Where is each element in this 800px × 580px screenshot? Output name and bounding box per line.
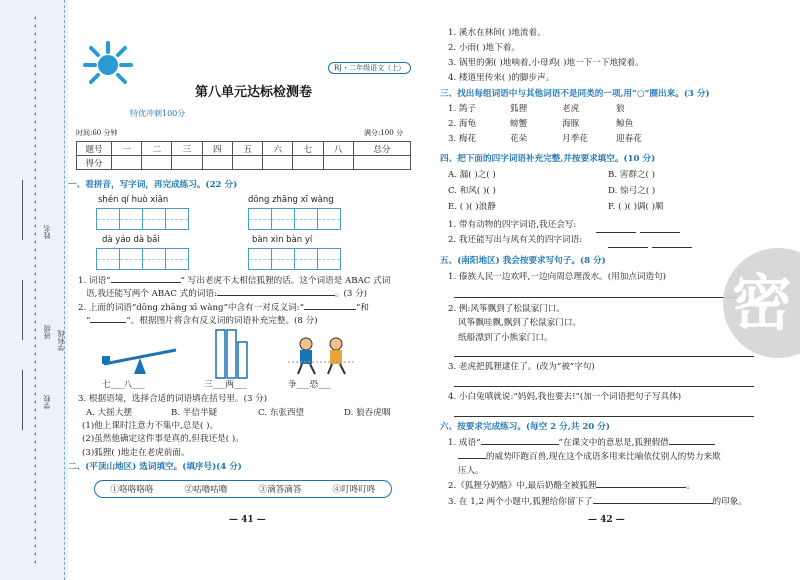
- score-header-cell: 八: [323, 142, 353, 156]
- s1-q2-part: ”和: [355, 303, 369, 313]
- s5-q1: 1. 傣族人民一边欢呼,一边向周总理泼水。(用加点词造句): [448, 272, 667, 282]
- word[interactable]: 海豚: [562, 119, 580, 129]
- answer-line[interactable]: [454, 416, 754, 417]
- answer-blank[interactable]: [481, 444, 559, 445]
- answer-blank[interactable]: [669, 444, 715, 445]
- sidebar-line: [22, 180, 23, 240]
- word-group[interactable]: [448, 104, 476, 115]
- idiom-item[interactable]: D. 惊弓之( ): [608, 186, 656, 196]
- pinyin-prompt: dōng zhāng xī wàng: [248, 195, 334, 205]
- s1-q1-part: 语,我还能写两个 ABAC 式的词语:: [86, 289, 217, 299]
- score-table: [76, 141, 411, 170]
- pinyin-prompt: bàn xìn bàn yí: [252, 235, 313, 245]
- page-number: — 41 —: [229, 515, 266, 525]
- sidebar-line: [22, 370, 23, 430]
- s6-q1: [448, 438, 715, 449]
- secret-stamp-char: 密: [732, 269, 792, 339]
- score-header-cell: 六: [263, 142, 293, 156]
- s2-item[interactable]: 3. 锅里的粥( )地响着,小母鸡( )地一下一下地搅着。: [448, 58, 644, 68]
- seesaw-picture: [96, 330, 186, 380]
- sidebar-label-class: 班级: [43, 325, 51, 339]
- answer-blank[interactable]: [304, 309, 356, 310]
- binding-line: [64, 0, 67, 580]
- answer-blank[interactable]: [90, 322, 126, 323]
- score-input-cell[interactable]: [232, 156, 262, 170]
- answer-line[interactable]: [454, 297, 754, 298]
- option: C. 东张西望: [258, 408, 305, 418]
- idiom-item[interactable]: C. 和风( )( ): [448, 186, 496, 196]
- writing-grid[interactable]: [96, 208, 188, 230]
- s6-q2: [448, 481, 695, 492]
- score-header-cell: 五: [232, 142, 262, 156]
- score-header-cell: 一: [112, 142, 142, 156]
- s6-q1-line3: 压人。: [458, 466, 484, 476]
- sidebar-label-name: 姓名: [43, 225, 51, 239]
- s6-q1-part: ”在课文中的意思是,狐狸假借: [558, 438, 669, 448]
- s1-q1-line2: [86, 289, 367, 300]
- writing-grid[interactable]: [248, 248, 340, 270]
- sidebar-line: [22, 280, 23, 340]
- pinyin-prompt: dà yáo dà bǎi: [102, 235, 160, 245]
- grade-badge: RJ・二年级语文（上）: [328, 62, 411, 74]
- score-input-cell[interactable]: [323, 156, 353, 170]
- word-option: ②咕噜咕噜: [184, 485, 228, 495]
- answer-blank[interactable]: [217, 295, 335, 296]
- sunburst-logo-icon: [80, 40, 135, 90]
- answer-line[interactable]: [652, 247, 692, 248]
- picture-answer[interactable]: 争___恐___: [288, 380, 331, 390]
- racing-kids-picture: [288, 336, 356, 378]
- word-option: ③滴答滴答: [258, 485, 302, 495]
- answer-line[interactable]: [454, 386, 754, 387]
- s1-q1: [78, 276, 390, 287]
- answer-blank[interactable]: [593, 503, 713, 504]
- word-option: ①咯咯咯咯: [110, 485, 154, 495]
- word-options-box: [94, 480, 392, 498]
- section-5-title: 五、(南阳地区) 我会按要求写句子。(8 分): [440, 256, 606, 266]
- word[interactable]: 迎春花: [616, 134, 642, 144]
- answer-blank[interactable]: [111, 282, 181, 283]
- left-page: [68, 0, 411, 580]
- score-label-cell: 得分: [77, 156, 112, 170]
- score-input-cell[interactable]: [202, 156, 232, 170]
- section-1-title: 一、看拼音，写字词，再完成练习。(22 分): [68, 180, 238, 190]
- s1-q2-part: ”。根据图片将含有反义词的词语补充完整。(8 分): [126, 316, 318, 326]
- s1-q2-part: “: [86, 316, 91, 326]
- binding-dots: [34, 14, 36, 566]
- page-title: 第八单元达标检测卷: [195, 85, 313, 100]
- score-header-cell: 二: [142, 142, 172, 156]
- s1-q3: 3. 根据语境，选择合适的词语填在括号里。(3 分): [78, 394, 268, 404]
- picture-answer[interactable]: 七___八___: [102, 380, 145, 390]
- idiom-item[interactable]: F. ( )( )调( )顺: [608, 202, 664, 212]
- s2-item[interactable]: 4. 楼道里传来( )的脚步声。: [448, 73, 555, 83]
- page-number: — 42 —: [588, 515, 625, 525]
- s6-q1-part: 的威势吓跑百兽,现在这个成语多用来比喻依仗别人的势力来欺: [486, 452, 721, 462]
- full-score: 满分:100 分: [364, 129, 403, 137]
- time-limit: 时间:60 分钟: [76, 129, 118, 137]
- score-input-cell[interactable]: [142, 156, 172, 170]
- s4-q2: 2. 我还能写出与风有关的四字词语:: [448, 235, 583, 245]
- s1-q1-part: 1. 词语“: [78, 276, 111, 286]
- s6-q1-part: 1. 成语“: [448, 438, 481, 448]
- section-6-title: 六、按要求完成练习。(每空 2 分,共 20 分): [440, 422, 610, 432]
- s5-q2: 2. 例:风筝飘到了松鼠家门口。: [448, 304, 565, 314]
- s6-q3-part: 的印象。: [712, 497, 747, 507]
- score-input-cell[interactable]: [112, 156, 142, 170]
- s1-q3-sentence[interactable]: (2)虽然他确定这件事是真的,但我还是( )。: [82, 434, 244, 444]
- score-header-cell: 七: [293, 142, 323, 156]
- word[interactable]: 螃蟹: [510, 119, 528, 129]
- section-3-title: 三、找出每组词语中与其他词语不是同类的一项,用“○”圈出来。(3 分): [440, 89, 710, 99]
- word[interactable]: 鲸鱼: [616, 119, 634, 129]
- s1-q3-sentence[interactable]: (3)狐狸( )地走在老虎前面。: [82, 448, 190, 458]
- s4-q1: 1. 带有动物的四字词语,我还会写:: [448, 220, 577, 230]
- word[interactable]: 狼: [616, 104, 625, 114]
- word[interactable]: 2. 海龟: [448, 119, 477, 129]
- s1-q3-sentence[interactable]: (1)他上课时注意力不集中,总是( )。: [82, 421, 219, 431]
- answer-line[interactable]: [596, 232, 636, 233]
- answer-line[interactable]: [454, 356, 754, 357]
- idiom-item[interactable]: B. 害群之( ): [608, 170, 655, 180]
- score-header-cell: 四: [202, 142, 232, 156]
- s5-q2-example: 风筝飘哇飘,飘到了松鼠家门口。: [458, 318, 582, 328]
- score-input-cell[interactable]: [293, 156, 323, 170]
- word[interactable]: 狐狸: [510, 104, 528, 114]
- option: D. 狼吞虎咽: [344, 408, 391, 418]
- s5-q4: 4. 小白兔嗔就说:“妈妈,我也要去!”(加一个词语把句子写具体): [448, 392, 682, 402]
- s2-item[interactable]: 1. 溪水在林间( )地流着。: [448, 28, 546, 38]
- word[interactable]: 1. 鸽子: [448, 104, 477, 114]
- answer-blank[interactable]: [596, 487, 686, 488]
- s5-q3: 3. 老虎把狐狸逮住了。(改为“被”字句): [448, 362, 595, 372]
- score-input-cell[interactable]: [353, 156, 410, 170]
- option: B. 半信半疑: [171, 408, 218, 418]
- idiom-item[interactable]: A. 漏( )之( ): [448, 170, 496, 180]
- answer-blank[interactable]: [458, 458, 486, 459]
- option: A. 大摇大摆: [86, 408, 133, 418]
- pinyin-prompt: shén qí huò xiān: [98, 195, 169, 205]
- sidebar-label-line: 学科线: [57, 330, 65, 351]
- answer-line[interactable]: [640, 232, 680, 233]
- s2-item[interactable]: 2. 小雨( )地下着。: [448, 43, 520, 53]
- bars-picture: [214, 328, 250, 380]
- word[interactable]: 月季花: [562, 134, 588, 144]
- score-header-cell: 题号: [77, 142, 112, 156]
- s6-q2-part: 2.《狐狸分奶酪》中,最后奶酪全被狐狸: [448, 481, 597, 491]
- picture-answer[interactable]: 三___两___: [204, 380, 247, 390]
- writing-grid[interactable]: [248, 208, 340, 230]
- word[interactable]: 花朵: [510, 134, 528, 144]
- s1-q2: [78, 303, 369, 314]
- section-4-title: 四、把下面的四字词语补充完整,并按要求填空。(10 分): [440, 154, 656, 164]
- s6-q2-part: 。: [686, 481, 696, 491]
- s5-q2-prompt: 纸船漂到了小熊家门口。: [458, 333, 553, 343]
- score-header-cell: 总分: [353, 142, 410, 156]
- slogan: 特优冲刺100分: [130, 109, 186, 118]
- word[interactable]: 老虎: [562, 104, 580, 114]
- idiom-item[interactable]: E. ( )( )浪静: [448, 202, 496, 212]
- s6-q1-line2: [458, 452, 721, 463]
- writing-grid[interactable]: [96, 248, 188, 270]
- s1-q1-part: 。(3 分): [334, 289, 368, 299]
- answer-line[interactable]: [608, 247, 648, 248]
- s6-q3-part: 3. 在 1,2 两个小题中,狐狸给你留下了: [448, 497, 593, 507]
- s1-q1-part: ” 写出老虎不太相信狐狸的话。这个词语是 ABAC 式词: [180, 276, 391, 286]
- s1-q2-part: 2. 上面的词语“dōng zhāng xī wàng”中含有一对反义词:“: [78, 303, 304, 313]
- score-input-cell[interactable]: [172, 156, 202, 170]
- score-header-cell: 三: [172, 142, 202, 156]
- sidebar-label-school: 学校: [43, 395, 51, 409]
- section-2-title: 二、(平顶山地区) 选词填空。(填序号)(4 分): [68, 462, 242, 472]
- s6-q3: [448, 497, 747, 508]
- s1-q2-line2: [86, 316, 318, 327]
- word[interactable]: 3. 梅花: [448, 134, 477, 144]
- score-input-cell[interactable]: [263, 156, 293, 170]
- word-option: ④叮咚叮咚: [332, 485, 376, 495]
